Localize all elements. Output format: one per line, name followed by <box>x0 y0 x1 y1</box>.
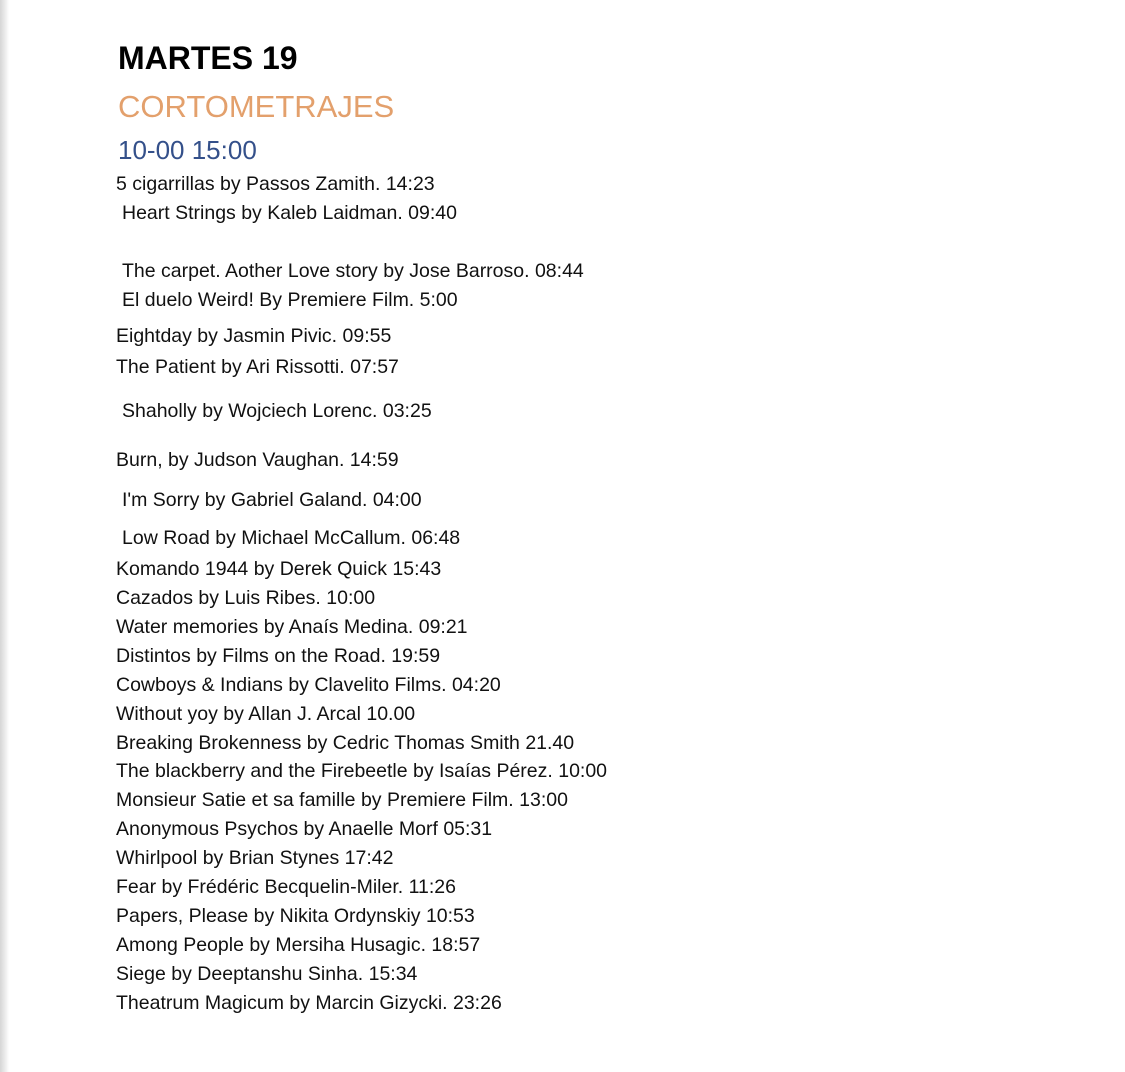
film-entry: Theatrum Magicum by Marcin Gizycki. 23:26 <box>116 992 502 1014</box>
film-entry: Anonymous Psychos by Anaelle Morf 05:31 <box>116 818 493 840</box>
film-entry: Shaholly by Wojciech Lorenc. 03:25 <box>122 400 432 422</box>
film-entry: Heart Strings by Kaleb Laidman. 09:40 <box>122 202 457 224</box>
film-entry: Breaking Brokenness by Cedric Thomas Smith 21.40 <box>116 732 575 754</box>
film-entry: Papers, Please by Nikita Ordynskiy 10:53 <box>116 905 475 927</box>
film-entry: El duelo Weird! By Premiere Film. 5:00 <box>122 289 458 311</box>
film-entry: 5 cigarrillas by Passos Zamith. 14:23 <box>116 173 435 195</box>
section-title: CORTOMETRAJES <box>118 89 395 124</box>
film-entry: Komando 1944 by Derek Quick 15:43 <box>116 558 442 580</box>
time-range: 10-00 15:00 <box>118 135 257 165</box>
film-entry: Burn, by Judson Vaughan. 14:59 <box>116 449 399 471</box>
film-entry: Eightday by Jasmin Pivic. 09:55 <box>116 325 392 347</box>
film-entry: The blackberry and the Firebeetle by Isaías Pérez. 10:00 <box>116 760 608 782</box>
film-entry: The Patient by Ari Rissotti. 07:57 <box>116 356 399 378</box>
film-entry: Monsieur Satie et sa famille by Premiere Film. 13:00 <box>116 789 568 811</box>
film-entry: Water memories by Anaís Medina. 09:21 <box>116 616 468 638</box>
film-entry: Cowboys & Indians by Clavelito Films. 04:20 <box>116 674 501 696</box>
film-entry: I'm Sorry by Gabriel Galand. 04:00 <box>122 489 422 511</box>
film-entry: Among People by Mersiha Husagic. 18:57 <box>116 934 481 956</box>
film-entry: Low Road by Michael McCallum. 06:48 <box>122 527 461 549</box>
film-entry: Fear by Frédéric Becquelin-Miler. 11:26 <box>116 876 456 898</box>
film-entry: The carpet. Aother Love story by Jose Barroso. 08:44 <box>122 260 584 282</box>
day-title: MARTES 19 <box>118 40 298 76</box>
film-entry: Without yoy by Allan J. Arcal 10.00 <box>116 703 416 725</box>
film-entry: Distintos by Films on the Road. 19:59 <box>116 645 441 667</box>
film-entry: Whirlpool by Brian Stynes 17:42 <box>116 847 394 869</box>
film-entry: Siege by Deeptanshu Sinha. 15:34 <box>116 963 418 985</box>
film-entry: Cazados by Luis Ribes. 10:00 <box>116 587 376 609</box>
page-edge-shadow <box>0 0 9 1072</box>
